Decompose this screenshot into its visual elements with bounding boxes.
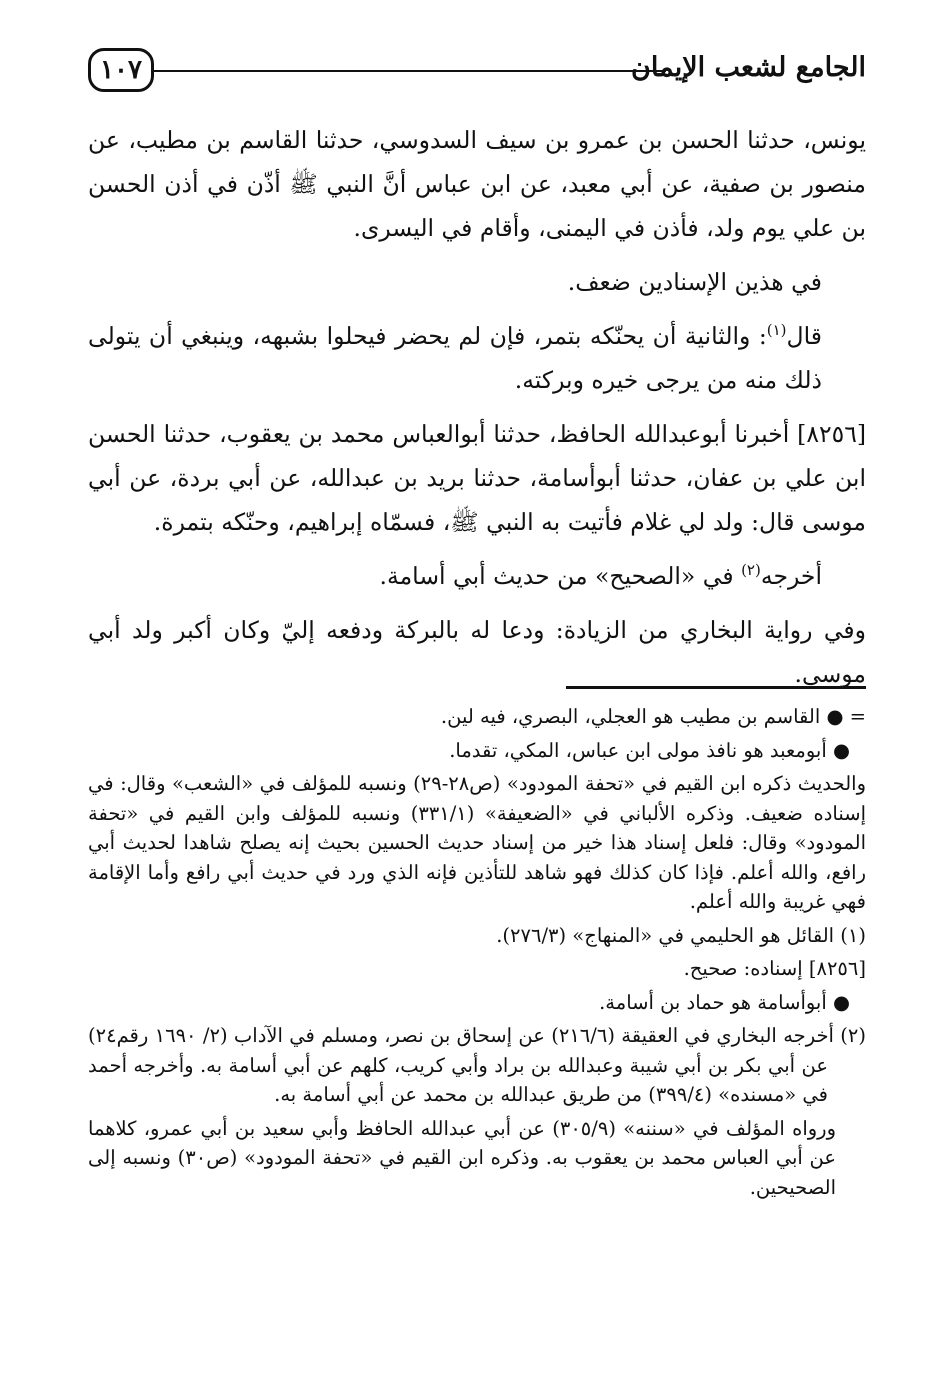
paragraph-qala (88, 314, 866, 402)
footnote-line: = ● القاسم بن مطيب هو العجلي، البصري، فيه لين. (440, 705, 866, 728)
main-text (88, 118, 866, 706)
running-title: الجامع لشعب الإيمان (631, 52, 866, 83)
paragraph-akhrajahu (88, 554, 866, 598)
akhrajahu-text: في «الصحيح» من حديث أبي أسامة. (379, 562, 734, 590)
akhrajahu-prefix: أخرجه (760, 562, 822, 590)
qala-text: والثانية أن يحنّكه بتمر، فإن لم يحضر فيحلوا بشبهه، وينبغي أن يتولى ذلك منه من يرجى خيره وبركته. (88, 322, 822, 394)
footnote-line: ● أبوأسامة هو حماد بن أسامة. (599, 990, 850, 1014)
footnote-marker-2: (٢) (741, 561, 761, 580)
footnote-line: والحديث ذكره ابن القيم في «تحفة المودود» (ص٢٨-٢٩) ونسبه للمؤلف في «الشعب» وقال: في إسناده ضعيف. وذكره الألباني في «الضعيفة» (٣٣١/١) ونسبه للمؤلف وابن القيم في «تحفة المودود» وقال: فلعل إسناد هذا خير من إسناد حديث الحسين بحيث إنه يصلح شاهدا لحديث أبي رافع، والله أعلم. فإذا كان كذلك فهو شاهد للتأذين فإنه الذي ورد في حديث أبي رافع وأما الإقامة فهي غريبة والله أعلم. (88, 772, 866, 913)
page-number: ١٠٧ (88, 48, 154, 92)
paragraph-isnad-yunus: يونس، حدثنا الحسن بن عمرو بن سيف السدوسي، حدثنا القاسم بن مطيب، عن منصور بن صفية، عن أبي معبد، عن ابن عباس أنَّ النبي ﷺ أذّن في أذن الحسن بن علي يوم ولد، فأذن في اليمنى، وأقام في اليسرى. (88, 126, 866, 242)
footnotes (88, 702, 866, 1206)
footnote-marker-1: (١) (766, 321, 787, 340)
footnote-line: ● أبومعبد هو نافذ مولى ابن عباس، المكي، تقدما. (449, 738, 850, 762)
page-header (88, 48, 866, 98)
footnote-line: ورواه المؤلف في «سننه» (٣٠٥/٩) عن أبي عبدالله الحافظ وأبي سعيد بن أبي عمرو، كلاهما عن أبي العباس محمد بن يعقوب به. وذكره ابن القيم في «تحفة المودود» (ص٣٠) ونسبه إلى الصحيحين. (88, 1116, 837, 1199)
paragraph-hadith-8256: [٨٢٥٦] أخبرنا أبوعبدالله الحافظ، حدثنا أبوالعباس محمد بن يعقوب، حدثنا الحسن ابن علي بن عفان، حدثنا أبوأسامة، حدثنا بريد بن عبدالله، عن أبي بردة، عن أبي موسى قال: ولد لي غلام فأتيت به النبي ﷺ، فسمّاه إبراهيم، وحنّكه بتمرة. (88, 420, 866, 536)
header-rule (154, 70, 666, 72)
qala-colon: : (758, 322, 767, 350)
footnote-2: (٢) أخرجه البخاري في العقيقة (٢١٦/٦) عن إسحاق بن نصر، ومسلم في الآداب (٢/ ١٦٩٠ رقم٢٤) عن أبي بكر بن أبي شيبة وعبدالله بن براد وأبي كريب، كلهم عن أبي أسامة به. وأخرجه أحمد في «مسنده» (٣٩٩/٤) من طريق عبدالله بن محمد عن أبي أسامة به. (88, 1024, 866, 1106)
footnote-line: [٨٢٥٦] إسناده: صحيح. (683, 957, 866, 980)
footnote-1: (١) القائل هو الحليمي في «المنهاج» (٢٧٦/٣). (496, 923, 866, 947)
paragraph-weakness-note: في هذين الإسنادين ضعف. (567, 268, 822, 296)
qala-prefix: قال (786, 322, 822, 350)
paragraph-bukhari-addition: وفي رواية البخاري من الزيادة: ودعا له بالبركة ودفعه إليّ وكان أكبر ولد أبي موسى. (88, 616, 866, 688)
footnote-separator (566, 686, 866, 689)
